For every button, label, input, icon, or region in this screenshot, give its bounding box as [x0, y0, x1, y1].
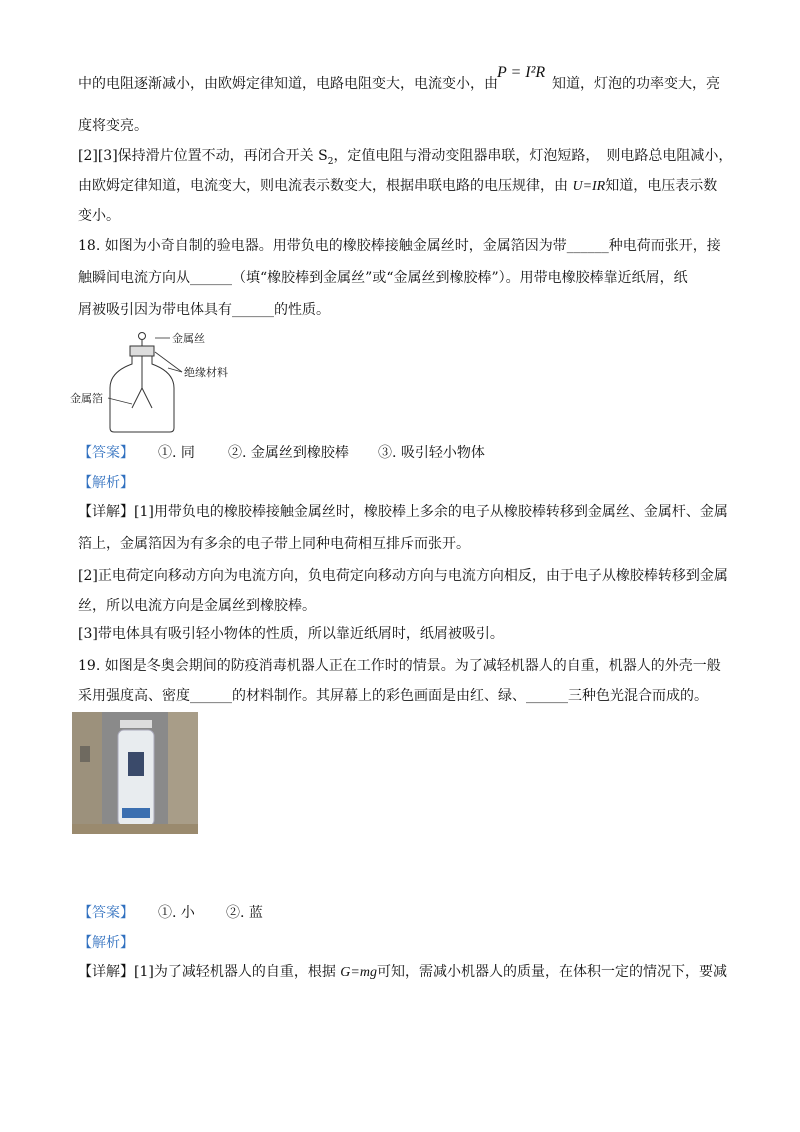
label-metal-foil: 金属箔: [70, 392, 103, 405]
answer-item: ③. 吸引轻小物体: [378, 445, 485, 461]
formula-var: U=IR: [572, 179, 606, 194]
disinfection-robot-photo: [72, 712, 198, 834]
question-18-line: 18. 如图为小奇自制的验电器。用带负电的橡胶棒接触金属丝时，金属箔因为带______种电荷而张开，接: [78, 238, 721, 254]
question-18-line: 屑被吸引因为带电体具有______的性质。: [78, 302, 330, 318]
text-segment: 知道，电压表示数: [605, 178, 718, 194]
text-line: 度将变亮。: [78, 118, 148, 134]
power-formula: P = I²R: [497, 64, 546, 81]
text-line: [78, 176, 717, 197]
subscript: 2: [327, 156, 334, 167]
question-19-line: 采用强度高、密度______的材料制作。其屏幕上的彩色画面是由红、绿、______三种色光混合而成的。: [78, 688, 708, 704]
label-insulator: 绝缘材料: [184, 366, 228, 379]
text-segment: 知道，灯泡的功率变大，亮: [552, 76, 720, 92]
text-segment: 中的电阻逐渐减小，由欧姆定律知道，电路电阻变大，电流变小，由: [78, 76, 498, 92]
detail-line: 丝，所以电流方向是金属丝到橡胶棒。: [78, 598, 316, 614]
text-segment: 由欧姆定律知道，电流变大，则电流表示数变大，根据串联电路的电压规律，由: [78, 178, 568, 194]
label-metal-wire: 金属丝: [172, 332, 205, 345]
answer-label: 【答案】: [78, 445, 134, 461]
detail-line: [3]带电体具有吸引轻小物体的性质，所以靠近纸屑时，纸屑被吸引。: [78, 626, 504, 642]
answer-label: 【答案】: [78, 905, 134, 921]
answer-item: ①. 同: [158, 445, 195, 461]
question-18-line: 触瞬间电流方向从______（填“橡胶棒到金属丝”或“金属丝到橡胶棒”）。用带电橡胶棒靠近纸屑，纸: [78, 270, 688, 286]
detail-line: 箔上，金属箔因为有多余的电子带上同种电荷相互排斥而张开。: [78, 536, 470, 552]
question-19-line: 19. 如图是冬奥会期间的防疫消毒机器人正在工作时的情景。为了减轻机器人的自重，机器人的外壳一般: [78, 658, 721, 674]
formula-var: G=mg: [340, 965, 377, 980]
detail-line: [78, 962, 727, 983]
detail-line: 【详解】[1]用带负电的橡胶棒接触金属丝时，橡胶棒上多余的电子从橡胶棒转移到金属丝、金属杆、金属: [78, 504, 728, 520]
text-line: 变小。: [78, 208, 120, 224]
text-segment: ，定值电阻与滑动变阻器串联，灯泡短路， 则电路总电阻减小，: [333, 148, 733, 164]
text-line: [552, 74, 720, 94]
answer-item: ①. 小: [158, 905, 195, 921]
analysis-label: 【解析】: [78, 475, 134, 491]
analysis-label: 【解析】: [78, 935, 134, 951]
text-line: [78, 146, 732, 172]
answer-item: ②. 蓝: [226, 905, 263, 921]
text-line: [78, 74, 498, 94]
text-segment: 可知，需减小机器人的质量，在体积一定的情况下，要减: [376, 964, 727, 980]
text-segment: [2][3]保持滑片位置不动，再闭合开关 S: [78, 148, 328, 164]
answer-item: ②. 金属丝到橡胶棒: [228, 445, 349, 461]
text-segment: 【详解】[1]为了减轻机器人的自重，根据: [78, 964, 336, 980]
detail-line: [2]正电荷定向移动方向为电流方向，负电荷定向移动方向与电流方向相反，由于电子从橡胶棒转移到金属: [78, 568, 728, 584]
electroscope-figure: [70, 328, 270, 438]
